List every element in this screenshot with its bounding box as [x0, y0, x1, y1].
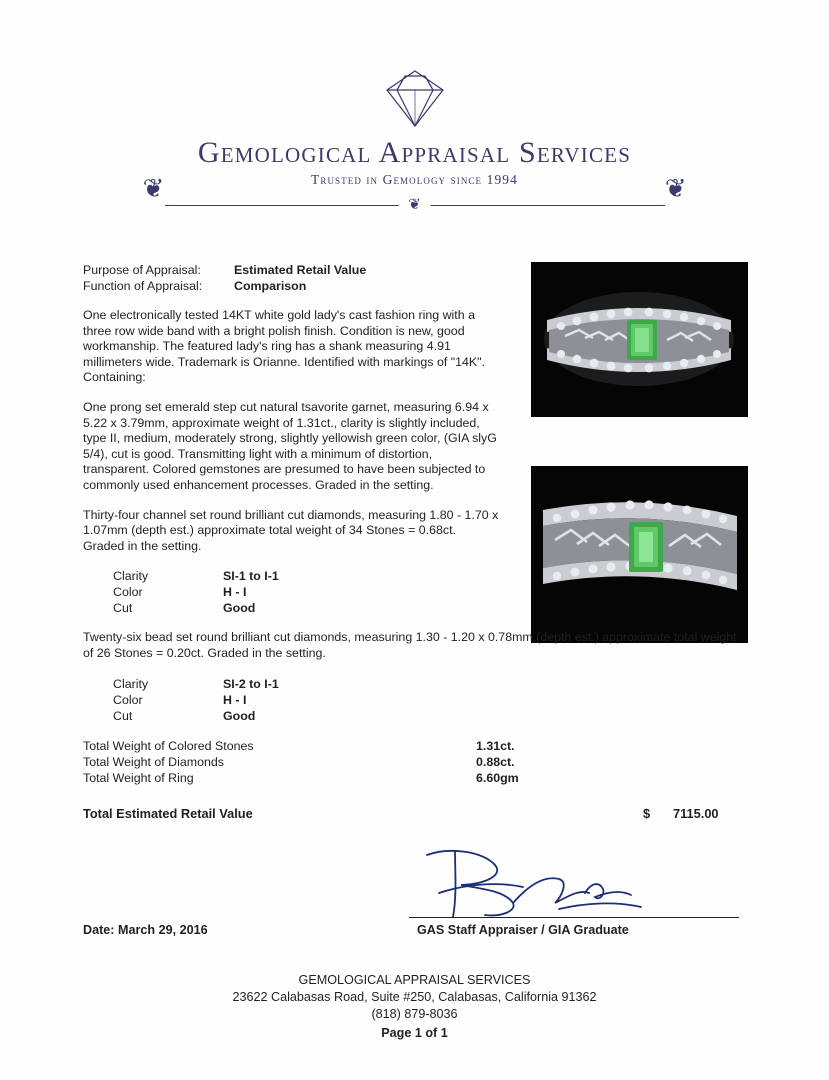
document-header: [0, 68, 829, 214]
function-value: Comparison: [234, 279, 307, 293]
cut-label-2: Cut: [113, 708, 133, 723]
grand-total-label: Total Estimated Retail Value: [83, 805, 253, 821]
color-label-2: Color: [113, 692, 143, 707]
table-row: [83, 708, 279, 724]
description-paragraph-2: One prong set emerald step cut natural tsavorite garnet, measuring 6.94 x 5.22 x 3.79mm, approximate weight of 1.31ct., clarity is slightly included, type II, medium, moderately strong, slightly yellowish green color, (GIA slyG 5/4), cut is good. Transmitting light with a minimum of distortion, transparent. Colored gemstones are presumed to have been subjected to commonly used enhancement processes. Graded in the setting.: [83, 399, 497, 492]
currency-symbol: $: [643, 805, 651, 821]
clarity-value: SI-1 to I-1: [223, 569, 279, 584]
description-paragraph-1: One electronically tested 14KT white gold lady's cast fashion ring with a three row wide band with a bright polish finish. Condition is new, good workmanship. The featured lady's ring has a shank measuring 4.91 millimeters wide. Trademark is Orianne. Identified with markings of "14K". Containing:: [83, 308, 486, 385]
signature-caption: GAS Staff Appraiser / GIA Graduate: [417, 923, 629, 937]
appraisal-body: [83, 262, 748, 821]
total-row: [83, 754, 748, 770]
footer-address: 23622 Calabasas Road, Suite #250, Calabasas, California 91362: [232, 990, 597, 1004]
total-row: [83, 738, 748, 754]
ornament-icon: ❦: [398, 196, 431, 214]
signature-block: [409, 845, 749, 937]
totals-section: [83, 738, 748, 786]
company-name: Gemological Appraisal Services: [197, 136, 632, 169]
document-footer: [0, 972, 829, 1042]
cut-value: Good: [223, 601, 256, 616]
grand-total-row: [83, 806, 748, 822]
table-row: [83, 568, 279, 584]
table-row: [83, 676, 279, 692]
signature-icon: [409, 845, 659, 923]
table-row: [83, 692, 279, 708]
total-colored-value: 1.31ct.: [476, 738, 515, 753]
purpose-label: Purpose of Appraisal:: [83, 263, 201, 277]
cut-value-2: Good: [223, 708, 256, 723]
description-paragraph-4: Twenty-six bead set round brilliant cut diamonds, measuring 1.30 - 1.20 x 0.78mm (depth est.) approximate total weight of 26 Stones = 0.20ct. Graded in the setting.: [83, 630, 737, 660]
grade-table-channel-set: [83, 568, 279, 616]
clarity-label-2: Clarity: [113, 676, 149, 691]
total-colored-label: Total Weight of Colored Stones: [83, 738, 254, 753]
total-ring-value: 6.60gm: [476, 770, 519, 785]
table-row: [83, 600, 279, 616]
clarity-value-2: SI-2 to I-1: [223, 676, 279, 691]
flourish-right-icon: ❦: [664, 174, 687, 203]
signature-line: [409, 917, 739, 918]
purpose-section: [83, 262, 748, 294]
table-row: [83, 584, 279, 600]
company-tagline: Trusted in Gemology since 1994: [311, 172, 518, 187]
purpose-row: [83, 262, 748, 278]
grand-total-value: 7115.00: [673, 805, 719, 821]
color-value-2: H - I: [223, 692, 247, 707]
diamond-icon: [367, 68, 463, 130]
footer-page-number: Page 1 of 1: [381, 1026, 448, 1040]
total-ring-label: Total Weight of Ring: [83, 770, 194, 785]
function-label: Function of Appraisal:: [83, 279, 203, 293]
footer-company: GEMOLOGICAL APPRAISAL SERVICES: [298, 973, 531, 987]
flourish-left-icon: ❦: [142, 174, 165, 203]
color-label: Color: [113, 585, 143, 600]
footer-phone: (818) 879-8036: [371, 1007, 458, 1021]
color-value: H - I: [223, 585, 247, 600]
total-diamonds-label: Total Weight of Diamonds: [83, 754, 224, 769]
function-row: [83, 278, 748, 294]
clarity-label: Clarity: [113, 569, 149, 584]
appraisal-date: Date: March 29, 2016: [83, 923, 208, 937]
total-row: [83, 770, 748, 786]
purpose-value: Estimated Retail Value: [234, 263, 367, 277]
total-diamonds-value: 0.88ct.: [476, 754, 515, 769]
description-paragraph-3: Thirty-four channel set round brilliant cut diamonds, measuring 1.80 - 1.70 x 1.07mm (depth est.) approximate total weight of 34 Stones = 0.68ct. Graded in the setting.: [83, 507, 499, 553]
grade-table-bead-set: [83, 676, 279, 724]
cut-label: Cut: [113, 601, 133, 616]
